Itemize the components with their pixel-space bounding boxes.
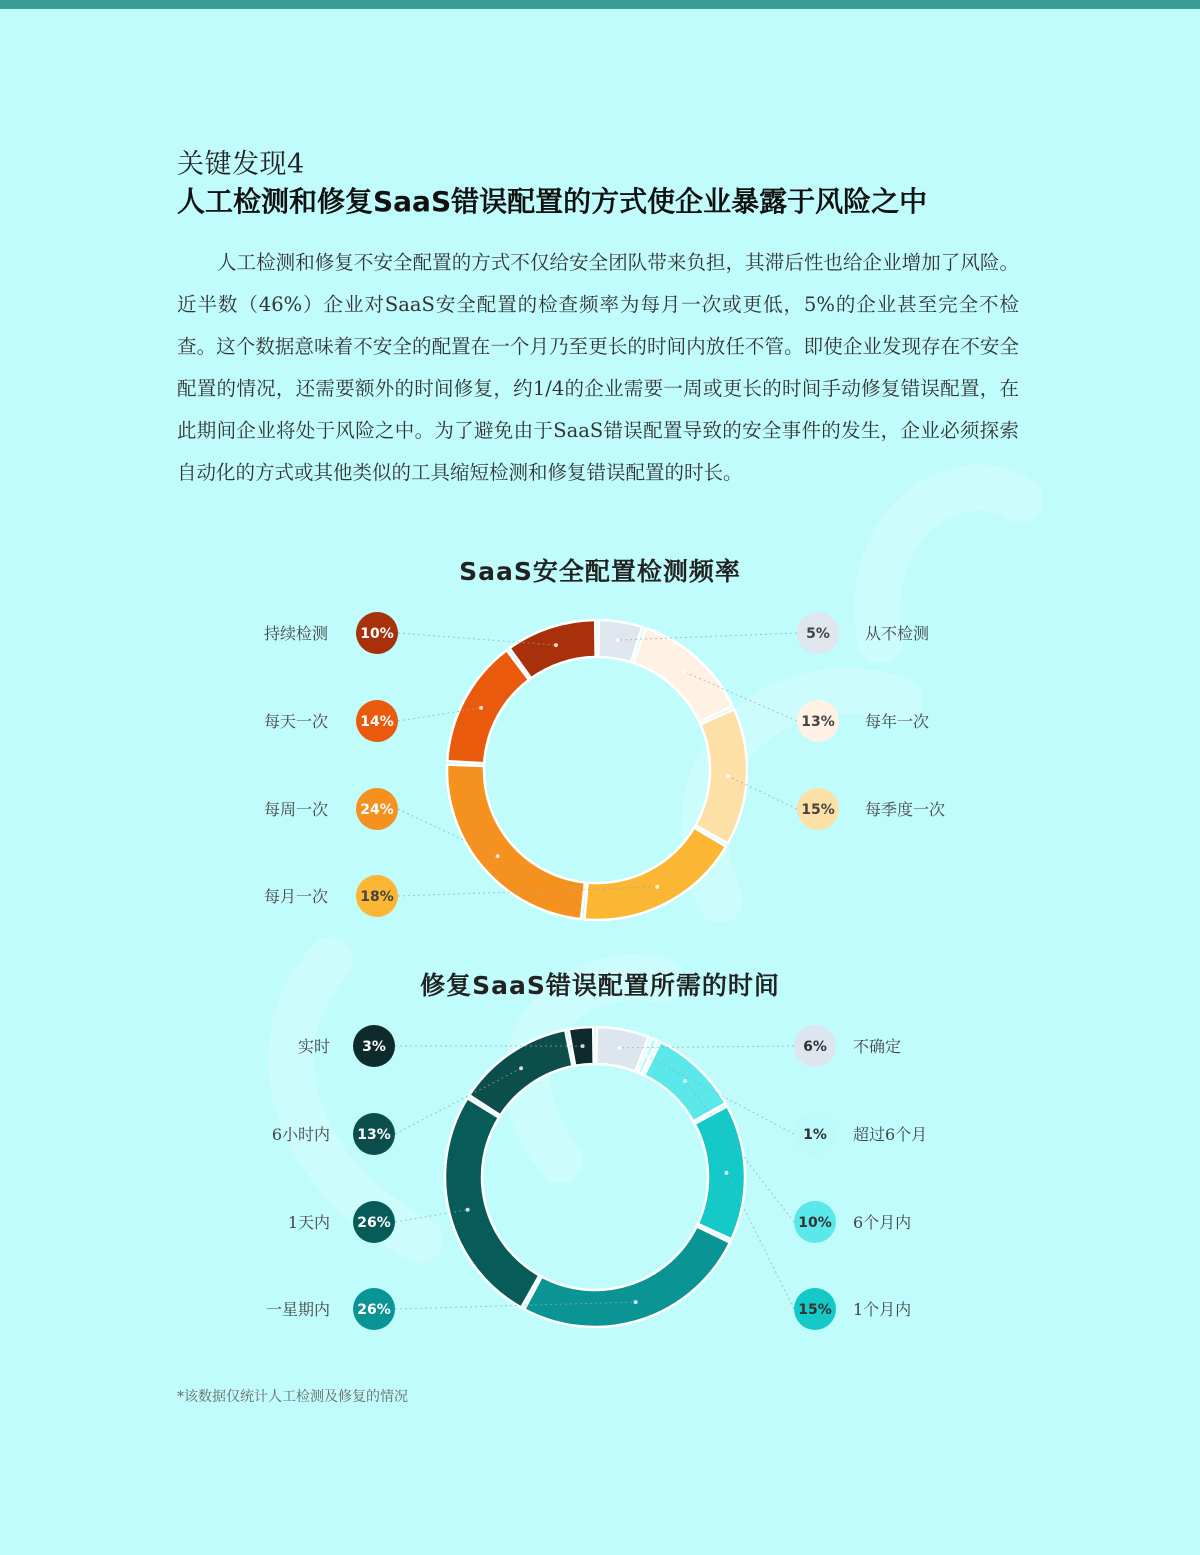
category-label: 1个月内	[853, 1300, 912, 1319]
value-label: 18%	[360, 889, 394, 905]
leader-dot	[618, 1046, 622, 1050]
category-label: 每月一次	[263, 887, 328, 906]
leader-dot	[519, 1066, 523, 1070]
leader-dot	[581, 1044, 585, 1048]
category-label: 每年一次	[865, 712, 930, 731]
donut-slice	[469, 1030, 572, 1115]
donut-slice	[445, 1098, 539, 1307]
category-label: 不确定	[853, 1037, 902, 1056]
donut-slice	[634, 628, 733, 722]
category-label: 持续检测	[263, 624, 328, 643]
leader-dot	[634, 1300, 638, 1304]
donut-slice	[585, 828, 726, 920]
value-label: 3%	[362, 1039, 386, 1055]
section-kicker: 关键发现4	[177, 149, 305, 180]
leader-dot	[496, 854, 500, 858]
leader-dot	[726, 774, 730, 778]
section-headline: 人工检测和修复SaaS错误配置的方式使企业暴露于风险之中	[177, 185, 928, 218]
leader-dot	[554, 643, 558, 647]
value-label: 5%	[806, 626, 830, 642]
value-label: 15%	[798, 1302, 832, 1318]
leader-dot	[645, 1054, 649, 1058]
category-label: 6小时内	[271, 1125, 330, 1144]
value-label: 26%	[357, 1302, 391, 1318]
value-label: 1%	[803, 1127, 827, 1143]
top-accent-bar	[0, 0, 1200, 9]
value-label: 13%	[357, 1127, 391, 1143]
value-label: 10%	[360, 626, 394, 642]
chart1-title: SaaS安全配置检测频率	[459, 557, 741, 586]
donut-slice	[447, 765, 585, 919]
leader-dot	[616, 638, 620, 642]
value-label: 6%	[803, 1039, 827, 1055]
value-label: 26%	[357, 1215, 391, 1231]
remediation-time-donut-chart	[0, 1015, 1200, 1345]
category-label: 从不检测	[865, 624, 930, 643]
donut-slice	[696, 709, 747, 843]
value-label: 10%	[798, 1215, 832, 1231]
body-paragraph: 人工检测和修复不安全配置的方式不仅给安全团队带来负担，其滞后性也给企业增加了风险。近半数（46%）企业对SaaS安全配置的检查频率为每月一次或更低，5%的企业甚至完全不检查。这个数据意味着不安全的配置在一个月乃至更长的时间内放任不管。即使企业发现存在不安全配置的情况，还需要额外的时间修复，约1/4的企业需要一周或更长的时间手动修复错误配置，在此期间企业将处于风险之中。为了避免由于SaaS错误配置导致的安全事件的发生，企业必须探索自动化的方式或其他类似的工具缩短检测和修复错误配置的时长。	[177, 251, 1019, 484]
category-label: 每季度一次	[865, 800, 946, 819]
leader-dot	[466, 1208, 470, 1212]
donut-slice	[447, 650, 529, 763]
category-label: 6个月内	[853, 1213, 912, 1232]
chart2-title: 修复SaaS错误配置所需的时间	[420, 971, 780, 1000]
donut-slice	[524, 1226, 730, 1327]
value-label: 14%	[360, 714, 394, 730]
value-label: 15%	[801, 802, 835, 818]
leader-dot	[479, 706, 483, 710]
category-label: 1天内	[287, 1213, 330, 1232]
category-label: 每周一次	[263, 800, 328, 819]
leader-dot	[683, 1079, 687, 1083]
detection-frequency-donut-chart	[0, 600, 1200, 930]
leader-dot	[683, 670, 687, 674]
value-label: 24%	[360, 802, 394, 818]
category-label: 超过6个月	[853, 1125, 928, 1144]
footnote: *该数据仅统计人工检测及修复的情况	[177, 1389, 408, 1405]
leader-dot	[655, 885, 659, 889]
category-label: 每天一次	[263, 712, 328, 731]
leader-dot	[724, 1171, 728, 1175]
category-label: 一星期内	[265, 1300, 330, 1319]
category-label: 实时	[297, 1037, 330, 1056]
value-label: 13%	[801, 714, 835, 730]
